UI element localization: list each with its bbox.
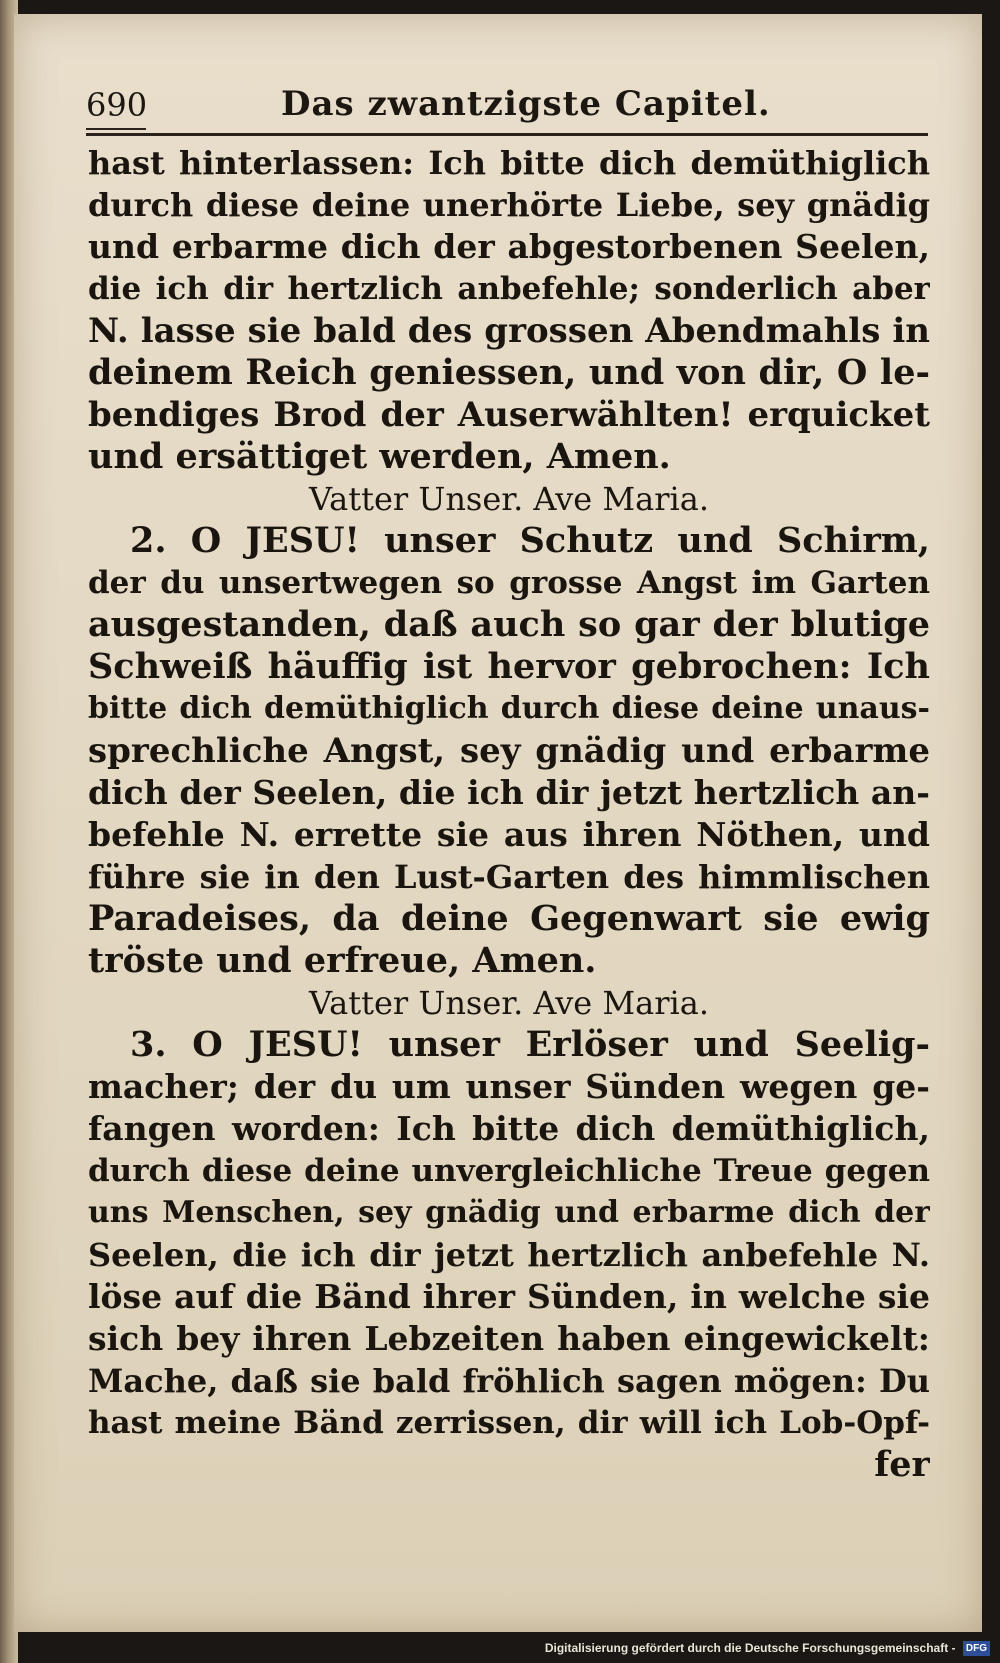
text-line: 2. O JESU! unser Schutz und Schirm, — [130, 520, 930, 561]
text-line: uns Menschen, sey gnädig und erbarme dich der — [88, 1195, 930, 1230]
page-number-underline — [86, 128, 146, 130]
text-line: N. lasse sie bald des grossen Abendmahls in — [88, 311, 930, 351]
header-rule — [86, 133, 928, 136]
text-line: fangen worden: Ich bitte dich demüthiglich, — [88, 1109, 930, 1148]
page-header — [86, 82, 928, 132]
text-line: deinem Reich geniessen, und von dir, O le- — [88, 352, 930, 393]
text-line: durch diese deine unerhörte Liebe, sey gnädig — [88, 186, 930, 224]
text-line: tröste und erfreue, Amen. — [88, 940, 597, 981]
text-line: sprechliche Angst, sey gnädig und erbarme — [88, 731, 930, 771]
text-line: 3. O JESU! unser Erlöser und Seelig- — [130, 1024, 930, 1065]
text-line: Paradeises, da deine Gegenwart sie ewig — [88, 898, 930, 939]
text-line: der du unsertwegen so grosse Angst im Garten — [88, 565, 930, 601]
text-line: bendiges Brod der Auserwählten! erquicket — [88, 395, 930, 435]
body-text — [88, 142, 930, 1486]
text-line: die ich dir hertzlich anbefehle; sonderlich aber — [88, 271, 930, 307]
text-line: hast meine Bänd zerrissen, dir will ich Lob-Opf- — [88, 1405, 930, 1441]
text-line: durch diese deine unvergleichliche Treue gegen — [88, 1153, 930, 1189]
text-line: macher; der du um unser Sünden wegen ge- — [88, 1067, 930, 1106]
text-line: Seelen, die ich dir jetzt hertzlich anbefehle N. — [88, 1236, 930, 1274]
page-number: 690 — [86, 86, 148, 124]
credit-text: Digitalisierung gefördert durch die Deutsche Forschungsgemeinschaft - — [544, 1641, 956, 1655]
text-line: Mache, daß sie bald fröhlich sagen mögen: Du — [88, 1362, 930, 1400]
digitization-credit — [545, 1635, 990, 1661]
text-line: dich der Seelen, die ich dir jetzt hertzlich an- — [88, 773, 930, 812]
text-line: Schweiß häuffig ist hervor gebrochen: Ich — [88, 646, 930, 687]
catchword: fer — [874, 1444, 930, 1485]
text-line: ausgestanden, daß auch so gar der blutige — [88, 604, 930, 645]
text-line: löse auf die Bänd ihrer Sünden, in welche sie — [88, 1277, 930, 1316]
text-line: hast hinterlassen: Ich bitte dich demüthiglich — [88, 144, 930, 182]
prayer-rubric: Vatter Unser. Ave Maria. — [308, 480, 710, 518]
text-line: führe sie in den Lust-Garten des himmlischen — [88, 858, 930, 896]
text-line: sich bey ihren Lebzeiten haben eingewickelt: — [88, 1319, 930, 1358]
text-line: bitte dich demüthiglich durch diese deine unaus- — [88, 691, 930, 726]
text-line: und ersättiget werden, Amen. — [88, 436, 671, 477]
text-line: und erbarme dich der abgestorbenen Seelen, — [88, 227, 930, 266]
dfg-logo: DFG — [963, 1641, 990, 1656]
prayer-rubric: Vatter Unser. Ave Maria. — [308, 984, 710, 1022]
text-line: befehle N. errette sie aus ihren Nöthen, und — [88, 815, 930, 854]
running-title: Das zwantzigste Capitel. — [281, 84, 771, 124]
